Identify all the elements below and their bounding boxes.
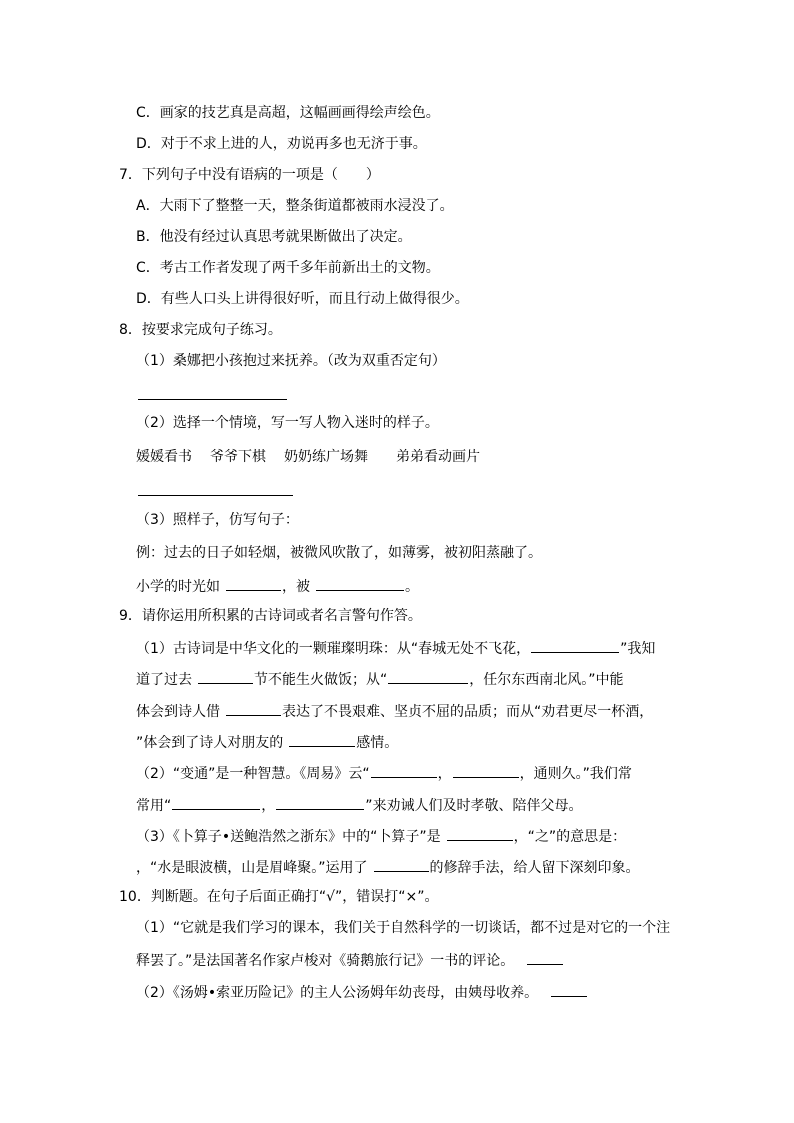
- q8-part3-fill: 小学的时光如 ，被 。: [136, 575, 419, 595]
- q7-option-c: C．考古工作者发现了两千多年前新出土的文物。: [136, 260, 440, 276]
- q9-line-4: ”体会到了诗人对朋友的 感情。: [136, 731, 398, 751]
- q6-option-c: C．画家的技艺真是高超，这幅画画得绘声绘色。: [136, 105, 440, 121]
- q8-part3: （3）照样子，仿写句子：: [136, 512, 299, 528]
- q10-part1-line1: （1）“它就是我们学习的课本，我们关于自然科学的一切谈话，都不过是对它的一个注: [136, 920, 671, 936]
- answer-blank[interactable]: [551, 981, 587, 997]
- q6-option-d: D．对于不求上进的人，劝说再多也无济于事。: [136, 136, 427, 152]
- q9-line-6: 常用“ ， ”来劝诫人们及时孝敬、陪伴父母。: [136, 794, 583, 814]
- q10-part1-line2: 释罢了。”是法国著名作家卢梭对《骑鹅旅行记》一书的评论。: [136, 949, 564, 969]
- q7-stem: 7．下列句子中没有语病的一项是（ ）: [119, 167, 380, 183]
- q8-part2-answer-line[interactable]: [138, 495, 293, 496]
- blank[interactable]: [374, 856, 429, 872]
- blank[interactable]: [371, 762, 437, 778]
- q9-line-5: （2）“变通”是一种智慧。《周易》云“ ， ，通则久。”我们常: [136, 762, 632, 782]
- q10-stem: 10．判断题。在句子后面正确打“√”，错误打“×”。: [119, 889, 439, 905]
- scene-3: 奶奶练广场舞: [284, 449, 368, 465]
- q9-stem: 9．请你运用所积累的古诗词或者名言警句作答。: [119, 608, 422, 624]
- q8-part1: （1）桑娜把小孩抱过来抚养。（改为双重否定句）: [136, 353, 446, 369]
- q8-part2: （2）选择一个情境，写一写人物入迷时的样子。: [136, 415, 439, 431]
- q8-stem: 8．按要求完成句子练习。: [119, 322, 282, 338]
- blank[interactable]: [453, 762, 519, 778]
- q8-example: 例：过去的日子如轻烟，被微风吹散了，如薄雾，被初阳蒸融了。: [136, 545, 542, 561]
- answer-blank[interactable]: [527, 949, 563, 965]
- blank[interactable]: [316, 575, 404, 591]
- q9-line-2: 道了过去 节不能生火做饭；从“ ，任尔东西南北风。”中能: [136, 668, 624, 688]
- blank[interactable]: [276, 794, 364, 810]
- blank[interactable]: [226, 575, 281, 591]
- q10-part2: （2）《汤姆•索亚历险记》的主人公汤姆年幼丧母，由姨母收养。: [136, 981, 588, 1001]
- blank[interactable]: [226, 700, 281, 716]
- blank[interactable]: [388, 668, 468, 684]
- q9-line-3: 体会到诗人借 表达了不畏艰难、坚贞不屈的品质；而从“劝君更尽一杯酒，: [136, 700, 653, 720]
- scene-4: 弟弟看动画片: [396, 449, 480, 465]
- q9-line-1: （1）古诗词是中华文化的一颗璀璨明珠：从“春城无处不飞花， ”我知: [136, 637, 655, 657]
- q7-option-a: A．大雨下了整整一天，整条街道都被雨水浸没了。: [136, 198, 454, 214]
- scene-2: 爷爷下棋: [210, 449, 266, 465]
- q8-scenes: [136, 447, 480, 467]
- blank[interactable]: [447, 825, 513, 841]
- scene-1: 媛媛看书: [136, 449, 192, 465]
- q9-line-8: ，“水是眼波横，山是眉峰聚。”运用了 的修辞手法，给人留下深刻印象。: [136, 856, 640, 876]
- q8-part1-answer-line[interactable]: [138, 399, 287, 400]
- blank[interactable]: [198, 668, 253, 684]
- q9-line-7: （3）《卜算子•送鲍浩然之浙东》中的“卜算子”是 ，“之”的意思是：: [136, 825, 626, 845]
- blank[interactable]: [289, 731, 355, 747]
- q7-option-d: D．有些人口头上讲得很好听，而且行动上做得很少。: [136, 291, 469, 307]
- blank[interactable]: [172, 794, 260, 810]
- blank[interactable]: [531, 637, 619, 653]
- q7-option-b: B．他没有经过认真思考就果断做出了决定。: [136, 229, 412, 245]
